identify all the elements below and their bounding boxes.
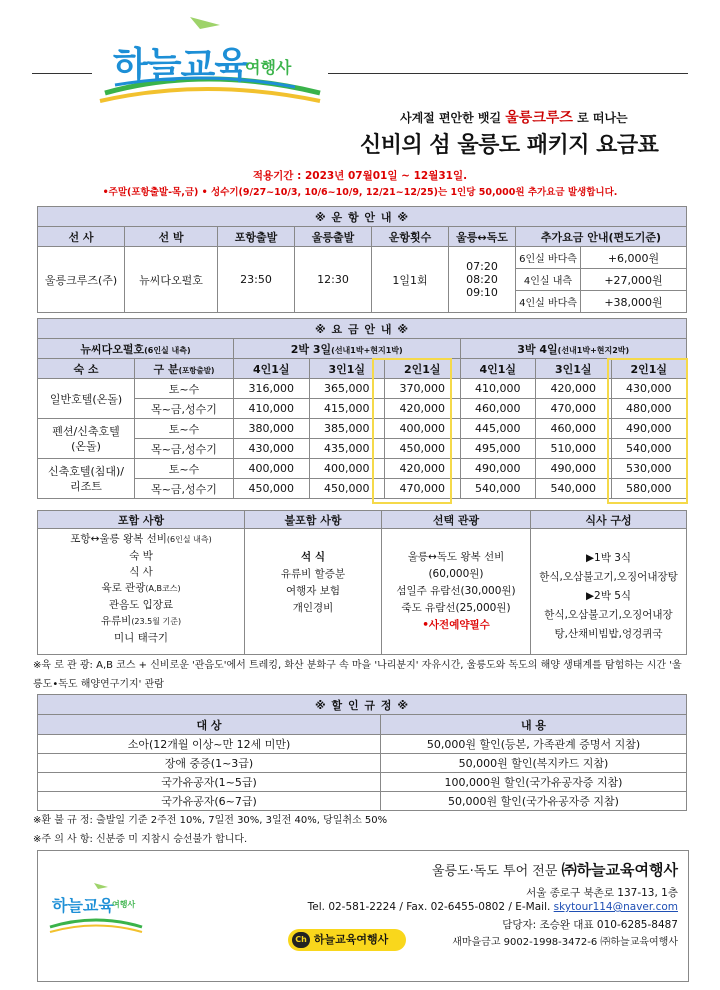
company-logo bbox=[95, 15, 325, 105]
email-link[interactable]: skytour114@naver.com bbox=[553, 901, 678, 913]
surcharge-notice: •주말(포항출발-목,금) • 성수기(9/27~10/3, 10/6~10/9, 12/21~12/25)는 1인당 50,000원 추가요금 발생합니다. bbox=[102, 187, 618, 198]
rate-cell: 580,000 bbox=[611, 479, 687, 499]
logo-sub-text: 여행사 bbox=[245, 58, 292, 77]
type-header-note: (포항출발) bbox=[178, 365, 215, 375]
plan2-label: 3박 4일 bbox=[517, 342, 558, 356]
extra-room: 4인실 내측 bbox=[516, 269, 581, 291]
rate-cell: 450,000 bbox=[385, 439, 461, 459]
rate-cell: 490,000 bbox=[536, 459, 612, 479]
rate-cell: 540,000 bbox=[536, 479, 612, 499]
optional-item: (60,000원) bbox=[428, 568, 484, 580]
rate-day-label: 목~금,성수기 bbox=[135, 479, 234, 499]
rate-day-label: 목~금,성수기 bbox=[135, 399, 234, 419]
rate-cell: 370,000 bbox=[385, 379, 461, 399]
discount-header: 대 상 bbox=[38, 715, 381, 735]
schedule-table bbox=[37, 206, 687, 313]
hotel-name: 일반호텔(온돌) bbox=[38, 379, 135, 419]
rate-cell: 380,000 bbox=[234, 419, 310, 439]
meal-item: ▶1박 3식 bbox=[585, 552, 632, 564]
optional-item: 섬일주 유람선(30,000원) bbox=[396, 585, 516, 597]
sailing-frequency: 1일1회 bbox=[372, 247, 449, 313]
footer-company: ㈜하늘교육여행사 bbox=[561, 861, 678, 879]
rate-cell: 430,000 bbox=[611, 379, 687, 399]
meal-item: 한식,오삼불고기,오징어내장탕 bbox=[539, 571, 678, 583]
rate-cell: 450,000 bbox=[234, 479, 310, 499]
room-header: 4인1실 bbox=[460, 359, 536, 379]
discount-target: 국가유공자(1~5급) bbox=[38, 773, 381, 792]
included-item: 유류비 bbox=[100, 615, 132, 627]
rate-cell: 400,000 bbox=[385, 419, 461, 439]
schedule-header: 울릉출발 bbox=[295, 227, 372, 247]
rate-row bbox=[38, 459, 687, 479]
included-item: 식 사 bbox=[129, 566, 153, 578]
rate-cell: 470,000 bbox=[385, 479, 461, 499]
meal-item: 한식,오삼불고기,오징어내장 bbox=[544, 609, 673, 621]
hotel-name: 신축호텔(침대)/ 리조트 bbox=[38, 459, 135, 499]
rate-cell: 430,000 bbox=[234, 439, 310, 459]
footer-phone-fax: Tel. 02-581-2224 / Fax. 02-6455-0802 / E-Mail. bbox=[307, 901, 551, 913]
rate-cell: 460,000 bbox=[536, 419, 612, 439]
ship-company: 울릉크루즈(주) bbox=[38, 247, 125, 313]
rate-cell: 400,000 bbox=[234, 459, 310, 479]
rate-cell: 540,000 bbox=[460, 479, 536, 499]
subtitle-suffix: 로 떠나는 bbox=[577, 111, 628, 125]
footer-heading bbox=[432, 859, 678, 880]
pohang-departure: 23:50 bbox=[218, 247, 295, 313]
discount-target: 장애 중증(1~3급) bbox=[38, 754, 381, 773]
dokdo-time: 09:10 bbox=[466, 286, 498, 299]
schedule-header: 울릉↔독도 bbox=[449, 227, 516, 247]
rate-row bbox=[38, 419, 687, 439]
discount-content: 50,000원 할인(복지카드 지참) bbox=[381, 754, 687, 773]
footer-logo-sub: 여행사 bbox=[112, 900, 136, 909]
footer-tagline: 울릉도·독도 투어 전문 bbox=[432, 864, 558, 879]
extra-fee: +27,000원 bbox=[581, 269, 687, 291]
excluded-item: 석 식 bbox=[301, 551, 325, 563]
dokdo-time: 08:20 bbox=[466, 273, 498, 286]
rate-cell: 435,000 bbox=[309, 439, 385, 459]
discount-row bbox=[38, 735, 687, 754]
schedule-header: 선 사 bbox=[38, 227, 125, 247]
included-item: 포항↔울릉 왕복 선비 bbox=[70, 533, 167, 545]
optional-tour-list bbox=[382, 529, 531, 655]
plan1-label: 2박 3일 bbox=[290, 342, 332, 356]
meal-list bbox=[531, 529, 687, 655]
rate-cell: 490,000 bbox=[611, 419, 687, 439]
rate-cell: 385,000 bbox=[309, 419, 385, 439]
dokdo-time: 07:20 bbox=[466, 260, 498, 273]
rate-cell: 540,000 bbox=[611, 439, 687, 459]
included-item: 미니 태극기 bbox=[113, 632, 169, 644]
ulleung-departure: 12:30 bbox=[295, 247, 372, 313]
rates-ship-name: 뉴씨다오펄호 bbox=[80, 342, 145, 356]
discount-target: 국가유공자(6~7급) bbox=[38, 792, 381, 811]
rate-row bbox=[38, 439, 687, 459]
room-header: 2인1실 bbox=[611, 359, 687, 379]
rate-cell: 316,000 bbox=[234, 379, 310, 399]
included-item: 관음도 입장료 bbox=[108, 599, 174, 611]
included-list bbox=[38, 529, 245, 655]
rate-cell: 415,000 bbox=[309, 399, 385, 419]
subtitle-ship: 울릉크루즈 bbox=[505, 110, 573, 126]
rate-day-label: 토~수 bbox=[135, 459, 234, 479]
header-rule-left bbox=[32, 73, 92, 74]
rate-cell: 450,000 bbox=[309, 479, 385, 499]
inclusion-header: 식사 구성 bbox=[531, 511, 687, 529]
ship-name: 뉴씨다오펄호 bbox=[125, 247, 218, 313]
extra-fee: +38,000원 bbox=[581, 291, 687, 313]
subtitle-prefix: 사계절 편안한 뱃길 bbox=[400, 111, 502, 125]
rate-cell: 410,000 bbox=[234, 399, 310, 419]
refund-policy: ※환 불 규 정: 출발일 기준 2주전 10%, 7일전 30%, 3일전 40%, 당일취소 50% bbox=[33, 815, 388, 826]
included-item-note: (6인실 내측) bbox=[166, 535, 212, 544]
header-rule-right bbox=[328, 73, 688, 74]
footer-box bbox=[37, 850, 689, 982]
caution-note: ※주 의 사 항: 신분증 미 지참시 승선불가 합니다. bbox=[33, 834, 248, 845]
rate-day-label: 토~수 bbox=[135, 419, 234, 439]
footer-logo-main: 하늘교육 bbox=[52, 896, 114, 915]
rate-row bbox=[38, 379, 687, 399]
rate-row bbox=[38, 479, 687, 499]
footer-logo bbox=[46, 879, 146, 935]
schedule-header: 포항출발 bbox=[218, 227, 295, 247]
footer-contact bbox=[308, 901, 678, 913]
discount-table bbox=[37, 694, 687, 811]
schedule-header: 선 박 bbox=[125, 227, 218, 247]
rate-day-label: 목~금,성수기 bbox=[135, 439, 234, 459]
optional-item: 죽도 유람선(25,000원) bbox=[401, 602, 511, 614]
meal-item: 탕,산채비빔밥,엉겅퀴국 bbox=[554, 628, 663, 640]
inclusion-header: 선택 관광 bbox=[382, 511, 531, 529]
plan-2n3d bbox=[234, 339, 461, 359]
rates-table bbox=[37, 318, 687, 499]
rate-day-label: 토~수 bbox=[135, 379, 234, 399]
hotel-name: 펜션/신축호텔 (온돌) bbox=[38, 419, 135, 459]
schedule-header: 운항횟수 bbox=[372, 227, 449, 247]
plan-3n4d bbox=[460, 339, 687, 359]
discount-header: 내 용 bbox=[381, 715, 687, 735]
kakao-channel-button[interactable] bbox=[288, 929, 406, 951]
rate-cell: 480,000 bbox=[611, 399, 687, 419]
type-header bbox=[135, 359, 234, 379]
schedule-section-title: ※ 운 항 안 내 ※ bbox=[38, 207, 687, 227]
page-title: 신비의 섬 울릉도 패키지 요금표 bbox=[360, 133, 659, 158]
apply-period: 적용기간 : 2023년 07월01일 ~ 12월31일. bbox=[252, 170, 468, 182]
discount-target: 소아(12개월 이상~만 12세 미만) bbox=[38, 735, 381, 754]
discount-row bbox=[38, 792, 687, 811]
discount-content: 50,000원 할인(국가유공자증 지참) bbox=[381, 792, 687, 811]
rates-section-title: ※ 요 금 안 내 ※ bbox=[38, 319, 687, 339]
rate-cell: 495,000 bbox=[460, 439, 536, 459]
footer-manager: 담당자: 조승완 대표 010-6285-8487 bbox=[502, 919, 678, 931]
inclusion-header: 포함 사항 bbox=[38, 511, 245, 529]
excluded-item: 유류비 할증분 bbox=[280, 568, 346, 580]
room-header: 4인1실 bbox=[234, 359, 310, 379]
lodging-header: 숙 소 bbox=[38, 359, 135, 379]
reservation-required-note: •사전예약필수 bbox=[422, 619, 490, 631]
excluded-item: 여행자 보험 bbox=[285, 585, 341, 597]
plan2-note: (선내1박+현지2박) bbox=[557, 345, 630, 355]
rate-cell: 510,000 bbox=[536, 439, 612, 459]
excluded-item: 개인경비 bbox=[292, 602, 334, 614]
discount-content: 50,000원 할인(등본, 가족관계 증명서 지참) bbox=[381, 735, 687, 754]
logo-main-text: 하늘교육 bbox=[113, 45, 249, 86]
tour-note: ※육 로 관 광: A,B 코스 + 신비로운 '관음도'에서 트레킹, 화산 분화구 속 마을 '나리분지' 자유시간, 울릉도와 독도의 해양 생태계를 탐험하는 시간 '울릉도•독도 해양연구기지' 관람 bbox=[33, 660, 682, 690]
rate-cell: 365,000 bbox=[309, 379, 385, 399]
rate-cell: 460,000 bbox=[460, 399, 536, 419]
kakao-channel-icon: Ch bbox=[292, 932, 310, 948]
rates-ship-label bbox=[38, 339, 234, 359]
rate-cell: 445,000 bbox=[460, 419, 536, 439]
rate-cell: 470,000 bbox=[536, 399, 612, 419]
footer-address: 서울 종로구 북촌로 137-13, 1층 bbox=[526, 887, 678, 899]
highlight-2in1-4day bbox=[607, 358, 688, 504]
meal-item: ▶2박 5식 bbox=[585, 590, 632, 602]
optional-item: 울릉↔독도 왕복 선비 bbox=[407, 551, 505, 563]
inclusion-header: 불포함 사항 bbox=[245, 511, 382, 529]
dokdo-times bbox=[449, 247, 516, 313]
rate-cell: 410,000 bbox=[460, 379, 536, 399]
page-subtitle bbox=[400, 107, 628, 127]
kakao-channel-label: 하늘교육여행사 bbox=[313, 933, 389, 946]
discount-row bbox=[38, 754, 687, 773]
schedule-header: 추가요금 안내(편도기준) bbox=[516, 227, 687, 247]
extra-room: 6인실 바다측 bbox=[516, 247, 581, 269]
room-header: 3인1실 bbox=[309, 359, 385, 379]
room-header: 2인1실 bbox=[385, 359, 461, 379]
rate-cell: 400,000 bbox=[309, 459, 385, 479]
rate-row bbox=[38, 399, 687, 419]
footer-bank: 새마을금고 9002-1998-3472-6 ㈜하늘교육여행사 bbox=[452, 937, 678, 948]
rate-cell: 420,000 bbox=[536, 379, 612, 399]
excluded-list bbox=[245, 529, 382, 655]
rate-cell: 490,000 bbox=[460, 459, 536, 479]
discount-section-title: ※ 할 인 규 정 ※ bbox=[38, 695, 687, 715]
rate-cell: 530,000 bbox=[611, 459, 687, 479]
extra-room: 4인실 바다측 bbox=[516, 291, 581, 313]
highlight-2in1-3day bbox=[372, 358, 452, 504]
discount-content: 100,000원 할인(국가유공자증 지참) bbox=[381, 773, 687, 792]
included-item-note: (23.5월 기준) bbox=[131, 617, 182, 626]
room-header: 3인1실 bbox=[536, 359, 612, 379]
rate-cell: 420,000 bbox=[385, 459, 461, 479]
included-item-note: (A,B코스) bbox=[145, 584, 181, 593]
discount-row bbox=[38, 773, 687, 792]
inclusions-table bbox=[37, 510, 687, 655]
type-header-label: 구 분 bbox=[153, 362, 179, 376]
included-item: 육로 관광 bbox=[101, 582, 146, 594]
plan1-note: (선내1박+현지1박) bbox=[331, 345, 403, 355]
extra-fee: +6,000원 bbox=[581, 247, 687, 269]
rates-ship-note: (6인실 내측) bbox=[144, 345, 191, 355]
rate-cell: 420,000 bbox=[385, 399, 461, 419]
included-item: 숙 박 bbox=[129, 550, 153, 562]
